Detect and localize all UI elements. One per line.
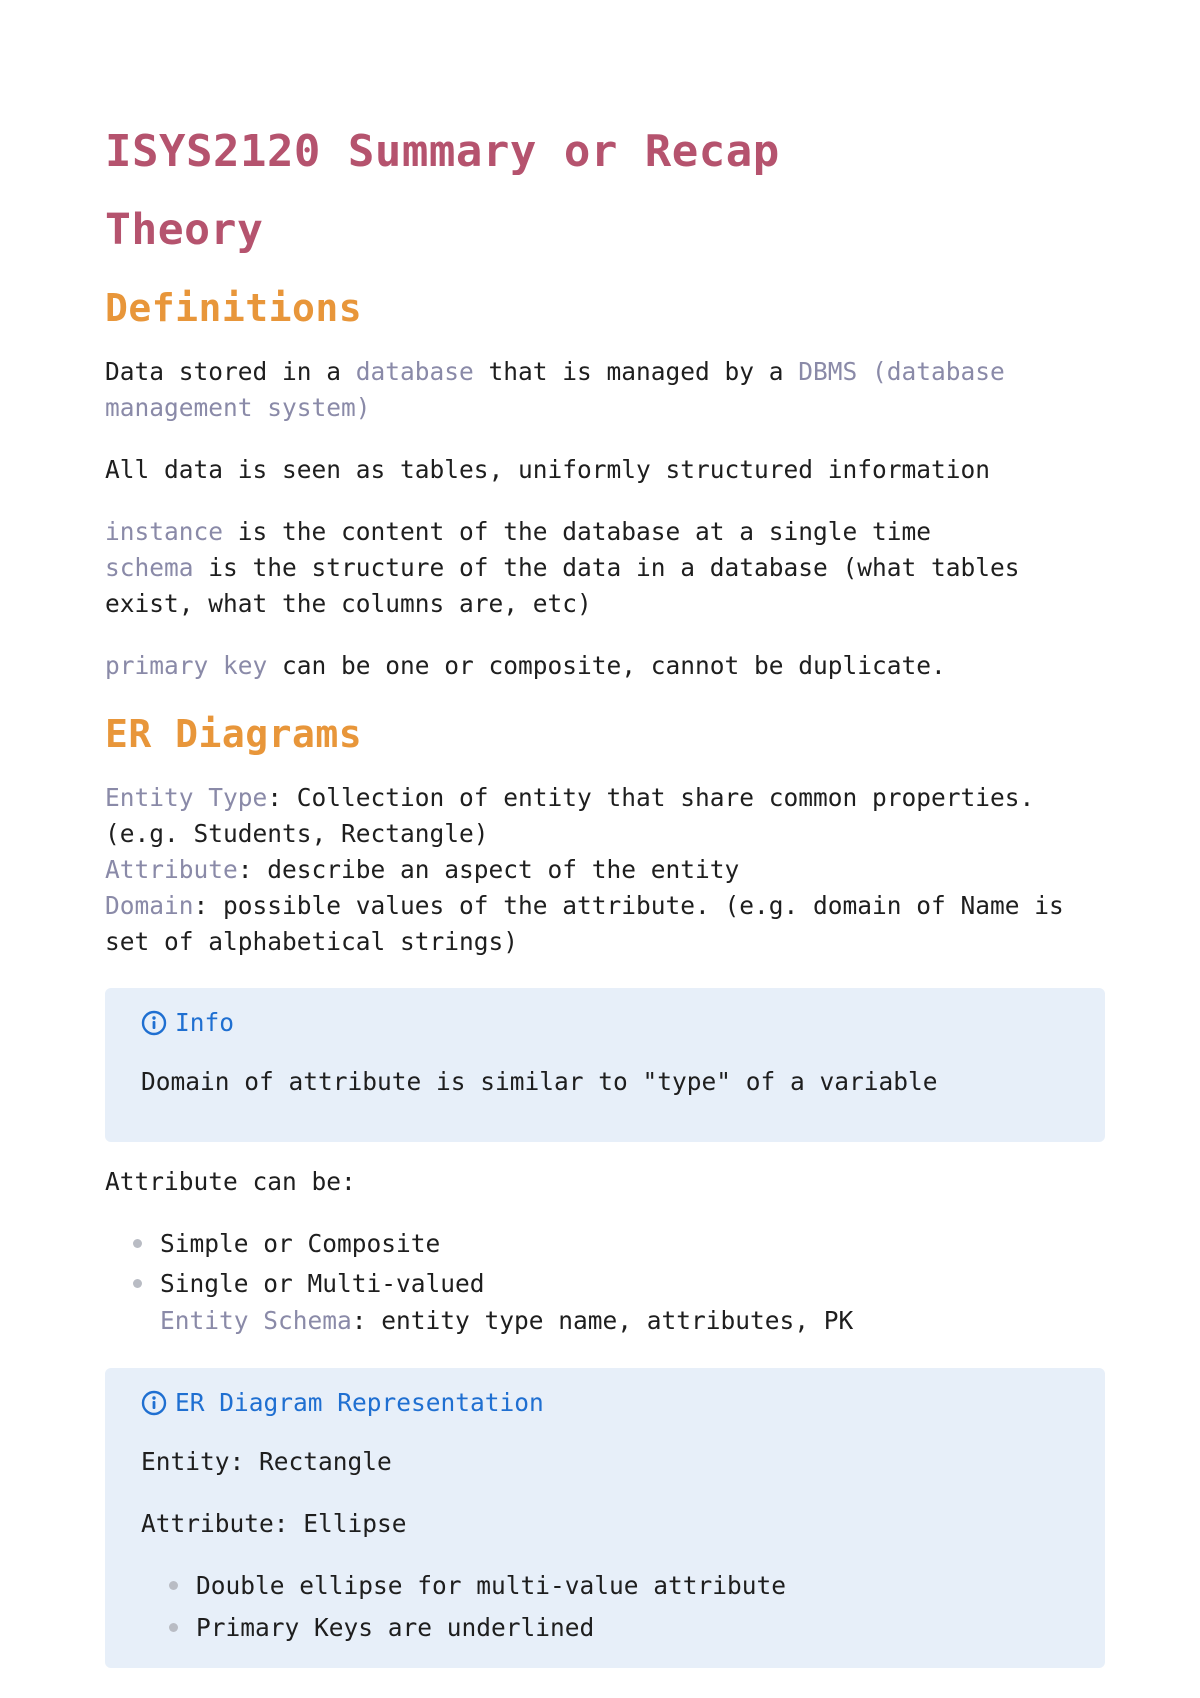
paragraph-tables: All data is seen as tables, uniformly structured information [105,455,991,484]
text: : describe an aspect of the entity [237,855,740,884]
text: : possible values of the attribute. (e.g. domain of Name is [193,891,1064,920]
callout-text: Domain of attribute is similar to "type" of a variable [141,1067,938,1096]
list-item [169,1610,594,1646]
term-primary-key: primary key [105,651,268,680]
list-item [133,1266,485,1302]
callout-title: ER Diagram Representation [175,1388,544,1417]
term-schema: schema [105,553,194,582]
paragraph-attribute-intro: Attribute can be: [105,1167,356,1196]
page-title: ISYS2120 Summary or Recap [105,126,780,177]
section-heading-theory: Theory [105,205,264,255]
term-attribute: Attribute [105,855,238,884]
list-item [133,1226,440,1262]
text: set of alphabetical strings) [105,927,519,956]
term-database: database [355,357,474,386]
info-icon [141,1010,167,1036]
term-domain: Domain [105,891,194,920]
term-instance: instance [105,517,224,546]
term-dbms: DBMS (database [798,357,1005,386]
callout-attribute-line: Attribute: Ellipse [141,1509,407,1538]
callout-header [141,1008,234,1037]
bullet-dot [133,1239,142,1248]
list-item [169,1568,786,1604]
paragraph-database [105,354,1005,426]
list-item-text: Single or Multi-valued [160,1269,485,1298]
callout-entity-line: Entity: Rectangle [141,1447,392,1476]
list-item-text: Simple or Composite [160,1229,441,1258]
term-entity-type: Entity Type [105,783,268,812]
paragraph-instance-schema [105,514,1020,622]
term-entity-schema: Entity Schema [160,1306,352,1335]
info-icon [141,1390,167,1416]
text: can be one or composite, cannot be duplicate. [267,651,946,680]
paragraph-er-definitions [105,780,1064,960]
paragraph-entity-schema [160,1303,853,1339]
paragraph-primary-key [105,648,946,684]
info-callout [105,988,1105,1142]
bullet-dot [169,1581,178,1590]
callout-header [141,1388,544,1417]
list-item-text: Double ellipse for multi-value attribute [196,1571,787,1600]
bullet-dot [133,1279,142,1288]
subheading-er-diagrams: ER Diagrams [105,712,363,756]
term-dbms-cont: management system) [105,393,371,422]
text: Data stored in a [105,357,356,386]
text: : entity type name, attributes, PK [351,1306,854,1335]
callout-title: Info [175,1008,235,1037]
text: is the structure of the data in a database (what tables [193,553,1020,582]
bullet-dot [169,1623,178,1632]
subheading-definitions: Definitions [105,286,363,330]
text: exist, what the columns are, etc) [105,589,592,618]
text: (e.g. Students, Rectangle) [105,819,489,848]
text: that is managed by a [473,357,799,386]
list-item-text: Primary Keys are underlined [196,1613,595,1642]
text: : Collection of entity that share common properties. [267,783,1035,812]
text: is the content of the database at a single time [223,517,932,546]
er-representation-callout [105,1368,1105,1668]
